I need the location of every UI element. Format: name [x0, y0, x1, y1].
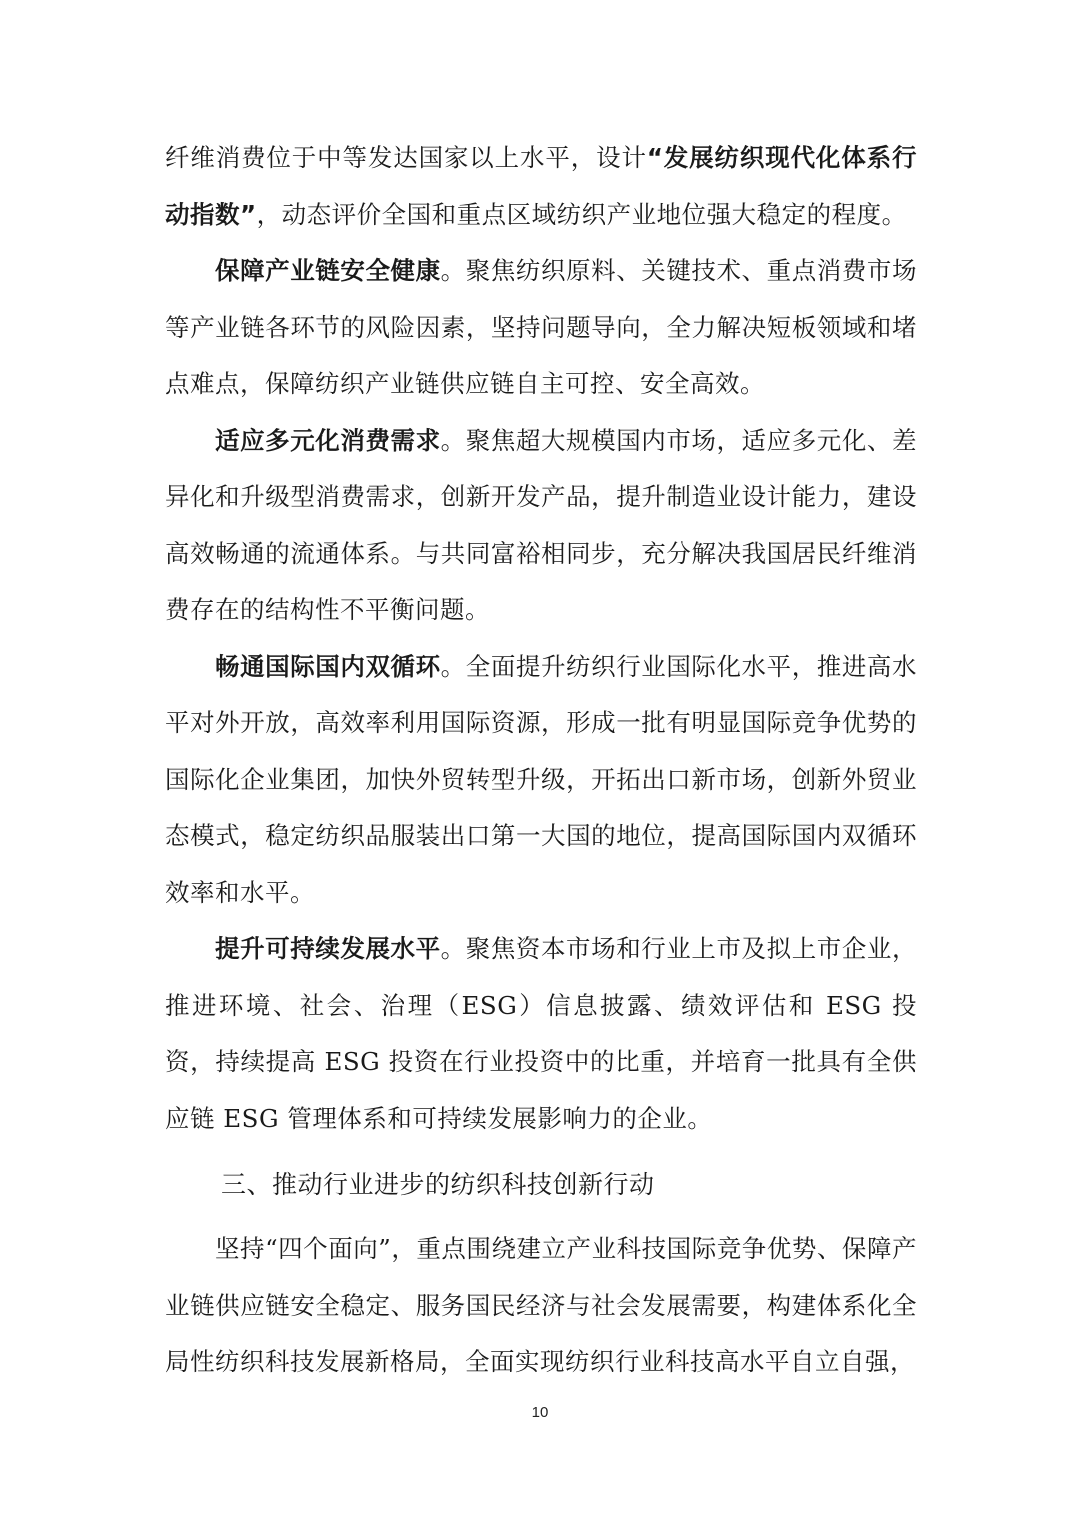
page-number: 10 — [531, 1404, 549, 1421]
paragraph-title: 适应多元化消费需求 — [215, 425, 441, 455]
paragraph-title: 提升可持续发展水平 — [215, 934, 441, 963]
paragraph-body: 。聚焦超大规模国内市场，适应多元化、差异化和升级型消费需求，创新开发产品，提升制造业设计能力，建设高效畅通的流通体系。与共同富裕相同步，充分解决我国居民纤维消费存在的结构性不平衡问题。 — [165, 425, 918, 624]
paragraph-intro — [165, 130, 917, 243]
paragraph-dual-circulation — [165, 639, 917, 922]
paragraph-title: 畅通国际国内双循环 — [215, 651, 441, 681]
paragraph-body: 。聚焦资本市场和行业上市及拟上市企业，推进环境、社会、治理（ESG）信息披露、绩效评估和 ESG 投资，持续提高 ESG 投资在行业投资中的比重，并培育一批具有全供应链 ESG 管理体系和可持续发展影响力的企业。 — [165, 934, 918, 1133]
section-heading: 三、推动行业进步的纺织科技创新行动 — [221, 1170, 655, 1199]
paragraph-sustainability — [165, 921, 917, 1147]
paragraph-body: 。全面提升纺织行业国际化水平，推进高水平对外开放，高效率利用国际资源，形成一批有明显国际竞争优势的国际化企业集团，加快外贸转型升级，开拓出口新市场，创新外贸业态模式，稳定纺织品服装出口第一大国的地位，提高国际国内双循环效率和水平。 — [165, 651, 918, 907]
paragraph-section-intro: 坚持“四个面向”，重点围绕建立产业科技国际竞争优势、保障产业链供应链安全稳定、服务国民经济与社会发展需要，构建体系化全局性纺织科技发展新格局，全面实现纺织行业科技高水平自立自强， — [165, 1234, 917, 1376]
paragraph-intro-bold: “发展纺织现代化体系行动指数” — [165, 143, 917, 229]
paragraph-body: 。聚焦纺织原料、关键技术、重点消费市场等产业链各环节的风险因素，坚持问题导向，全力解决短板领域和堵点难点，保障纺织产业链供应链自主可控、安全高效。 — [165, 256, 918, 398]
paragraph-supply-chain-security — [165, 243, 917, 413]
paragraph-intro-text-2: ，动态评价全国和重点区域纺织产业地位强大稳定的程度。 — [256, 199, 907, 229]
paragraph-title: 保障产业链安全健康 — [215, 256, 441, 285]
document-body — [165, 130, 917, 1391]
paragraph-intro-text-1: 纤维消费位于中等发达国家以上水平，设计 — [165, 143, 647, 172]
paragraph-diversified-consumption — [165, 413, 917, 639]
